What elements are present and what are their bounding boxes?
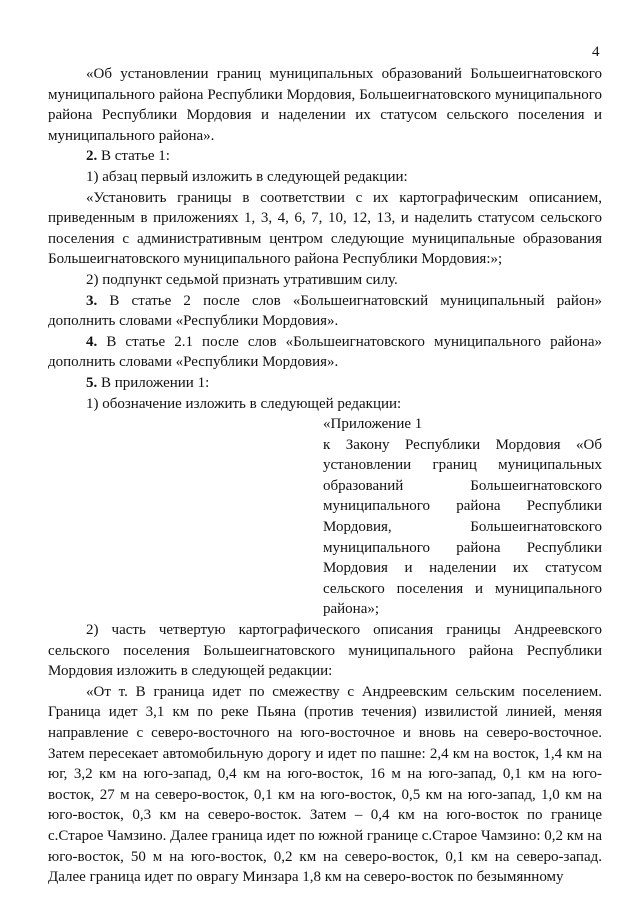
paragraph-item-4	[48, 332, 602, 373]
item-text: В приложении 1:	[97, 374, 210, 391]
item-number: 2.	[86, 148, 98, 165]
item-text: В статье 1:	[97, 148, 170, 165]
paragraph-law-title: «Об установлении границ муниципальных образований Большеигнатовского муниципального района Республики Мордовия, Большеигнатовского муниципального района Республики Мордовия и наделении их статусом сельского поселения и муниципального района».	[48, 66, 602, 144]
document-body	[48, 64, 602, 888]
paragraph-item-5	[48, 373, 602, 394]
paragraph-subitem-2: 2) подпункт седьмой признать утратившим силу.	[86, 271, 398, 288]
paragraph-boundary-description: «От т. В граница идет по смежеству с Андреевским сельским поселением. Граница идет 3,1 км по реке Пьяна (против течения) извилистой линией, меняя направление с северо-восточного на юго-восточное и вновь на северо-восточное. Затем пересекает автомобильную дорогу и идет по пашне: 2,4 км на восток, 1,4 км на юг, 3,2 км на юго-запад, 0,4 км на юго-восток, 16 м на юго-запад, 0,1 км на юго-восток, 27 м на северо-восток, 0,1 км на юго-восток, 0,5 км на юго-запад, 1,0 км на юго-восток, 0,3 км на северо-восток. Затем – 0,4 км на юго-восток по границе с.Старое Чамзино. Далее граница идет по южной границе с.Старое Чамзино: 0,2 км на юго-восток, 50 м на юго-восток, 0,2 км на северо-восток, 0,1 км на северо-запад. Далее граница идет по оврагу Минзара 1,8 км на северо-восток по безымянному	[48, 683, 602, 886]
paragraph-subitem-1: 1) абзац первый изложить в следующей редакции:	[86, 168, 408, 185]
page-number: 4	[592, 44, 600, 60]
item-text: В статье 2 после слов «Большеигнатовский муниципальный район» дополнить словами «Республики Мордовия».	[48, 292, 602, 330]
item-text: В статье 2.1 после слов «Большеигнатовского муниципального района» дополнить словами «Республики Мордовия».	[48, 333, 602, 371]
paragraph-quote-boundaries: «Установить границы в соответствии с их картографическим описанием, приведенным в приложениях 1, 3, 4, 6, 7, 10, 12, 13, и наделить статусом сельского поселения с административным центром следующие муниципальные образования Большеигнатовского муниципального района Республики Мордовия:»;	[48, 189, 602, 268]
paragraph-part-four: 2) часть четвертую картографического описания границы Андреевского сельского поселения Большеигнатовского муниципального района Республики Мордовия изложить в следующей редакции:	[48, 622, 602, 680]
item-number: 3.	[86, 292, 98, 309]
appendix-designation-block	[323, 414, 602, 620]
appendix-body: к Закону Республики Мордовия «Об установлении границ муниципальных образований Большеигнатовского муниципального района Республики Мордовия, Большеигнатовского муниципального района Республики Мордовия и наделении их статусом сельского поселения и муниципального района»;	[323, 436, 602, 618]
appendix-title: «Приложение 1	[323, 416, 423, 433]
paragraph-item-2	[48, 146, 602, 167]
item-number: 4.	[86, 333, 98, 350]
paragraph-item-3	[48, 291, 602, 332]
paragraph-designation: 1) обозначение изложить в следующей редакции:	[86, 395, 402, 412]
item-number: 5.	[86, 374, 98, 391]
